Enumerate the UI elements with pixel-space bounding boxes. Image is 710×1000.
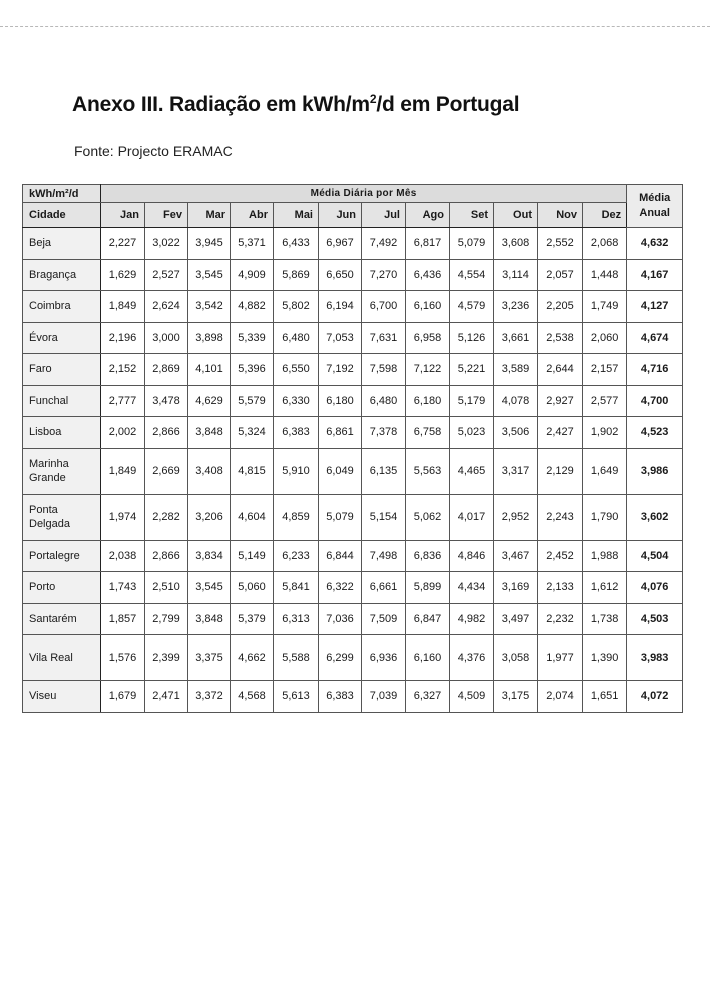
table-header <box>23 185 683 228</box>
annual-cell: 4,632 <box>627 228 683 260</box>
value-cell: 1,390 <box>583 635 627 681</box>
value-cell: 6,327 <box>406 681 450 713</box>
value-cell: 3,848 <box>188 603 231 635</box>
value-cell: 4,078 <box>494 385 538 417</box>
monthly-group-header: Média Diária por Mês <box>101 185 627 203</box>
value-cell: 4,882 <box>231 291 274 323</box>
value-cell: 6,135 <box>362 448 406 494</box>
value-cell: 5,588 <box>274 635 319 681</box>
value-cell: 2,074 <box>538 681 583 713</box>
annual-cell: 4,700 <box>627 385 683 417</box>
value-cell: 4,434 <box>450 572 494 604</box>
value-cell: 2,866 <box>145 417 188 449</box>
table-row <box>23 259 683 291</box>
value-cell: 1,679 <box>101 681 145 713</box>
value-cell: 6,180 <box>319 385 362 417</box>
value-cell: 4,982 <box>450 603 494 635</box>
value-cell: 6,313 <box>274 603 319 635</box>
value-cell: 6,194 <box>319 291 362 323</box>
value-cell: 2,068 <box>583 228 627 260</box>
annual-cell: 4,523 <box>627 417 683 449</box>
title-main: Anexo III. Radiação em kWh/m <box>72 93 370 116</box>
document-title <box>72 92 519 117</box>
value-cell: 2,777 <box>101 385 145 417</box>
annual-cell: 4,674 <box>627 322 683 354</box>
value-cell: 5,179 <box>450 385 494 417</box>
value-cell: 4,509 <box>450 681 494 713</box>
month-header: Nov <box>538 203 583 228</box>
value-cell: 6,836 <box>406 540 450 572</box>
table-row <box>23 417 683 449</box>
value-cell: 4,579 <box>450 291 494 323</box>
value-cell: 5,154 <box>362 494 406 540</box>
value-cell: 1,612 <box>583 572 627 604</box>
table-row <box>23 603 683 635</box>
value-cell: 4,859 <box>274 494 319 540</box>
annual-cell: 4,716 <box>627 354 683 386</box>
value-cell: 5,396 <box>231 354 274 386</box>
value-cell: 7,498 <box>362 540 406 572</box>
annual-header <box>627 185 683 228</box>
value-cell: 6,661 <box>362 572 406 604</box>
month-header: Dez <box>583 203 627 228</box>
header-row-months <box>23 203 683 228</box>
annual-cell: 3,983 <box>627 635 683 681</box>
value-cell: 4,101 <box>188 354 231 386</box>
value-cell: 5,899 <box>406 572 450 604</box>
city-cell: Porto <box>23 572 101 604</box>
value-cell: 5,841 <box>274 572 319 604</box>
value-cell: 2,427 <box>538 417 583 449</box>
city-header: Cidade <box>23 203 101 228</box>
city-cell: Santarém <box>23 603 101 635</box>
city-cell: Funchal <box>23 385 101 417</box>
value-cell: 6,480 <box>362 385 406 417</box>
value-cell: 6,299 <box>319 635 362 681</box>
value-cell: 3,608 <box>494 228 538 260</box>
value-cell: 3,478 <box>145 385 188 417</box>
value-cell: 3,545 <box>188 259 231 291</box>
value-cell: 5,339 <box>231 322 274 354</box>
value-cell: 1,738 <box>583 603 627 635</box>
value-cell: 6,330 <box>274 385 319 417</box>
value-cell: 2,057 <box>538 259 583 291</box>
value-cell: 6,844 <box>319 540 362 572</box>
value-cell: 2,002 <box>101 417 145 449</box>
value-cell: 6,817 <box>406 228 450 260</box>
value-cell: 2,038 <box>101 540 145 572</box>
value-cell: 7,039 <box>362 681 406 713</box>
value-cell: 1,749 <box>583 291 627 323</box>
value-cell: 1,629 <box>101 259 145 291</box>
city-cell: Coimbra <box>23 291 101 323</box>
value-cell: 7,122 <box>406 354 450 386</box>
value-cell: 6,160 <box>406 635 450 681</box>
value-cell: 2,527 <box>145 259 188 291</box>
value-cell: 5,802 <box>274 291 319 323</box>
table-row <box>23 385 683 417</box>
value-cell: 5,149 <box>231 540 274 572</box>
value-cell: 7,598 <box>362 354 406 386</box>
city-cell: Ponta Delgada <box>23 494 101 540</box>
value-cell: 6,847 <box>406 603 450 635</box>
title-superscript: 2 <box>369 92 377 106</box>
value-cell: 1,448 <box>583 259 627 291</box>
annual-cell: 4,167 <box>627 259 683 291</box>
radiation-table <box>22 184 683 713</box>
value-cell: 1,849 <box>101 448 145 494</box>
value-cell: 4,629 <box>188 385 231 417</box>
value-cell: 7,492 <box>362 228 406 260</box>
city-cell: Bragança <box>23 259 101 291</box>
value-cell: 2,799 <box>145 603 188 635</box>
value-cell: 3,661 <box>494 322 538 354</box>
value-cell: 6,436 <box>406 259 450 291</box>
value-cell: 6,233 <box>274 540 319 572</box>
value-cell: 2,060 <box>583 322 627 354</box>
annual-cell: 3,602 <box>627 494 683 540</box>
value-cell: 5,062 <box>406 494 450 540</box>
value-cell: 3,375 <box>188 635 231 681</box>
month-header: Abr <box>231 203 274 228</box>
month-header: Out <box>494 203 538 228</box>
value-cell: 6,433 <box>274 228 319 260</box>
value-cell: 2,552 <box>538 228 583 260</box>
value-cell: 4,846 <box>450 540 494 572</box>
value-cell: 6,650 <box>319 259 362 291</box>
value-cell: 2,510 <box>145 572 188 604</box>
value-cell: 3,058 <box>494 635 538 681</box>
value-cell: 5,579 <box>231 385 274 417</box>
value-cell: 2,538 <box>538 322 583 354</box>
table-row <box>23 291 683 323</box>
value-cell: 4,815 <box>231 448 274 494</box>
value-cell: 6,967 <box>319 228 362 260</box>
value-cell: 1,988 <box>583 540 627 572</box>
value-cell: 4,017 <box>450 494 494 540</box>
value-cell: 3,834 <box>188 540 231 572</box>
value-cell: 7,378 <box>362 417 406 449</box>
value-cell: 7,509 <box>362 603 406 635</box>
city-cell: Marinha Grande <box>23 448 101 494</box>
radiation-table-container <box>22 184 682 713</box>
value-cell: 6,936 <box>362 635 406 681</box>
annual-header-line-1: Média <box>639 192 671 204</box>
value-cell: 2,129 <box>538 448 583 494</box>
value-cell: 5,221 <box>450 354 494 386</box>
city-cell: Faro <box>23 354 101 386</box>
value-cell: 6,550 <box>274 354 319 386</box>
value-cell: 2,196 <box>101 322 145 354</box>
value-cell: 5,371 <box>231 228 274 260</box>
city-cell: Vila Real <box>23 635 101 681</box>
annual-cell: 4,072 <box>627 681 683 713</box>
value-cell: 1,974 <box>101 494 145 540</box>
value-cell: 2,952 <box>494 494 538 540</box>
value-cell: 6,180 <box>406 385 450 417</box>
value-cell: 5,910 <box>274 448 319 494</box>
month-header: Mar <box>188 203 231 228</box>
value-cell: 5,563 <box>406 448 450 494</box>
value-cell: 4,604 <box>231 494 274 540</box>
value-cell: 5,079 <box>450 228 494 260</box>
city-cell: Portalegre <box>23 540 101 572</box>
value-cell: 1,651 <box>583 681 627 713</box>
value-cell: 6,958 <box>406 322 450 354</box>
table-body <box>23 228 683 713</box>
value-cell: 7,631 <box>362 322 406 354</box>
value-cell: 3,372 <box>188 681 231 713</box>
value-cell: 6,480 <box>274 322 319 354</box>
value-cell: 1,977 <box>538 635 583 681</box>
value-cell: 5,060 <box>231 572 274 604</box>
table-row <box>23 494 683 540</box>
annual-cell: 4,127 <box>627 291 683 323</box>
value-cell: 5,023 <box>450 417 494 449</box>
table-row <box>23 635 683 681</box>
value-cell: 3,497 <box>494 603 538 635</box>
annual-cell: 4,504 <box>627 540 683 572</box>
value-cell: 6,861 <box>319 417 362 449</box>
value-cell: 2,232 <box>538 603 583 635</box>
value-cell: 6,160 <box>406 291 450 323</box>
value-cell: 5,079 <box>319 494 362 540</box>
value-cell: 1,790 <box>583 494 627 540</box>
value-cell: 7,036 <box>319 603 362 635</box>
source-note: Fonte: Projecto ERAMAC <box>74 143 233 159</box>
value-cell: 5,869 <box>274 259 319 291</box>
value-cell: 4,909 <box>231 259 274 291</box>
value-cell: 2,644 <box>538 354 583 386</box>
value-cell: 3,945 <box>188 228 231 260</box>
month-header: Jun <box>319 203 362 228</box>
value-cell: 1,649 <box>583 448 627 494</box>
annual-header-line-2: Anual <box>639 207 670 219</box>
table-row <box>23 322 683 354</box>
annual-cell: 4,503 <box>627 603 683 635</box>
value-cell: 2,669 <box>145 448 188 494</box>
value-cell: 2,624 <box>145 291 188 323</box>
value-cell: 2,471 <box>145 681 188 713</box>
scan-edge <box>0 26 710 33</box>
value-cell: 2,152 <box>101 354 145 386</box>
value-cell: 6,700 <box>362 291 406 323</box>
annual-cell: 4,076 <box>627 572 683 604</box>
value-cell: 6,383 <box>319 681 362 713</box>
month-header: Set <box>450 203 494 228</box>
value-cell: 5,126 <box>450 322 494 354</box>
value-cell: 3,114 <box>494 259 538 291</box>
value-cell: 3,317 <box>494 448 538 494</box>
value-cell: 1,743 <box>101 572 145 604</box>
value-cell: 7,270 <box>362 259 406 291</box>
value-cell: 1,902 <box>583 417 627 449</box>
value-cell: 2,399 <box>145 635 188 681</box>
city-cell: Évora <box>23 322 101 354</box>
city-cell: Viseu <box>23 681 101 713</box>
value-cell: 3,467 <box>494 540 538 572</box>
value-cell: 2,927 <box>538 385 583 417</box>
value-cell: 3,169 <box>494 572 538 604</box>
value-cell: 2,157 <box>583 354 627 386</box>
value-cell: 3,848 <box>188 417 231 449</box>
value-cell: 5,613 <box>274 681 319 713</box>
table-row <box>23 228 683 260</box>
annual-cell: 3,986 <box>627 448 683 494</box>
title-rest: /d em Portugal <box>376 93 520 116</box>
value-cell: 2,205 <box>538 291 583 323</box>
value-cell: 4,568 <box>231 681 274 713</box>
value-cell: 3,542 <box>188 291 231 323</box>
value-cell: 5,379 <box>231 603 274 635</box>
unit-header: kWh/m²/d <box>23 185 101 203</box>
value-cell: 1,857 <box>101 603 145 635</box>
table-row <box>23 572 683 604</box>
value-cell: 6,383 <box>274 417 319 449</box>
value-cell: 3,022 <box>145 228 188 260</box>
table-row <box>23 540 683 572</box>
value-cell: 7,192 <box>319 354 362 386</box>
value-cell: 2,282 <box>145 494 188 540</box>
header-row-group <box>23 185 683 203</box>
value-cell: 3,175 <box>494 681 538 713</box>
value-cell: 3,206 <box>188 494 231 540</box>
value-cell: 4,662 <box>231 635 274 681</box>
month-header: Mai <box>274 203 319 228</box>
value-cell: 2,227 <box>101 228 145 260</box>
value-cell: 2,133 <box>538 572 583 604</box>
value-cell: 7,053 <box>319 322 362 354</box>
value-cell: 2,869 <box>145 354 188 386</box>
value-cell: 5,324 <box>231 417 274 449</box>
value-cell: 4,376 <box>450 635 494 681</box>
value-cell: 3,545 <box>188 572 231 604</box>
table-row <box>23 354 683 386</box>
value-cell: 4,554 <box>450 259 494 291</box>
value-cell: 2,452 <box>538 540 583 572</box>
value-cell: 6,322 <box>319 572 362 604</box>
value-cell: 3,000 <box>145 322 188 354</box>
value-cell: 3,898 <box>188 322 231 354</box>
value-cell: 1,849 <box>101 291 145 323</box>
value-cell: 2,866 <box>145 540 188 572</box>
value-cell: 6,049 <box>319 448 362 494</box>
table-row <box>23 681 683 713</box>
month-header: Ago <box>406 203 450 228</box>
month-header: Fev <box>145 203 188 228</box>
value-cell: 1,576 <box>101 635 145 681</box>
value-cell: 3,506 <box>494 417 538 449</box>
value-cell: 2,577 <box>583 385 627 417</box>
table-row <box>23 448 683 494</box>
month-header: Jan <box>101 203 145 228</box>
value-cell: 2,243 <box>538 494 583 540</box>
value-cell: 3,589 <box>494 354 538 386</box>
value-cell: 3,236 <box>494 291 538 323</box>
city-cell: Lisboa <box>23 417 101 449</box>
value-cell: 4,465 <box>450 448 494 494</box>
value-cell: 6,758 <box>406 417 450 449</box>
value-cell: 3,408 <box>188 448 231 494</box>
month-header: Jul <box>362 203 406 228</box>
city-cell: Beja <box>23 228 101 260</box>
